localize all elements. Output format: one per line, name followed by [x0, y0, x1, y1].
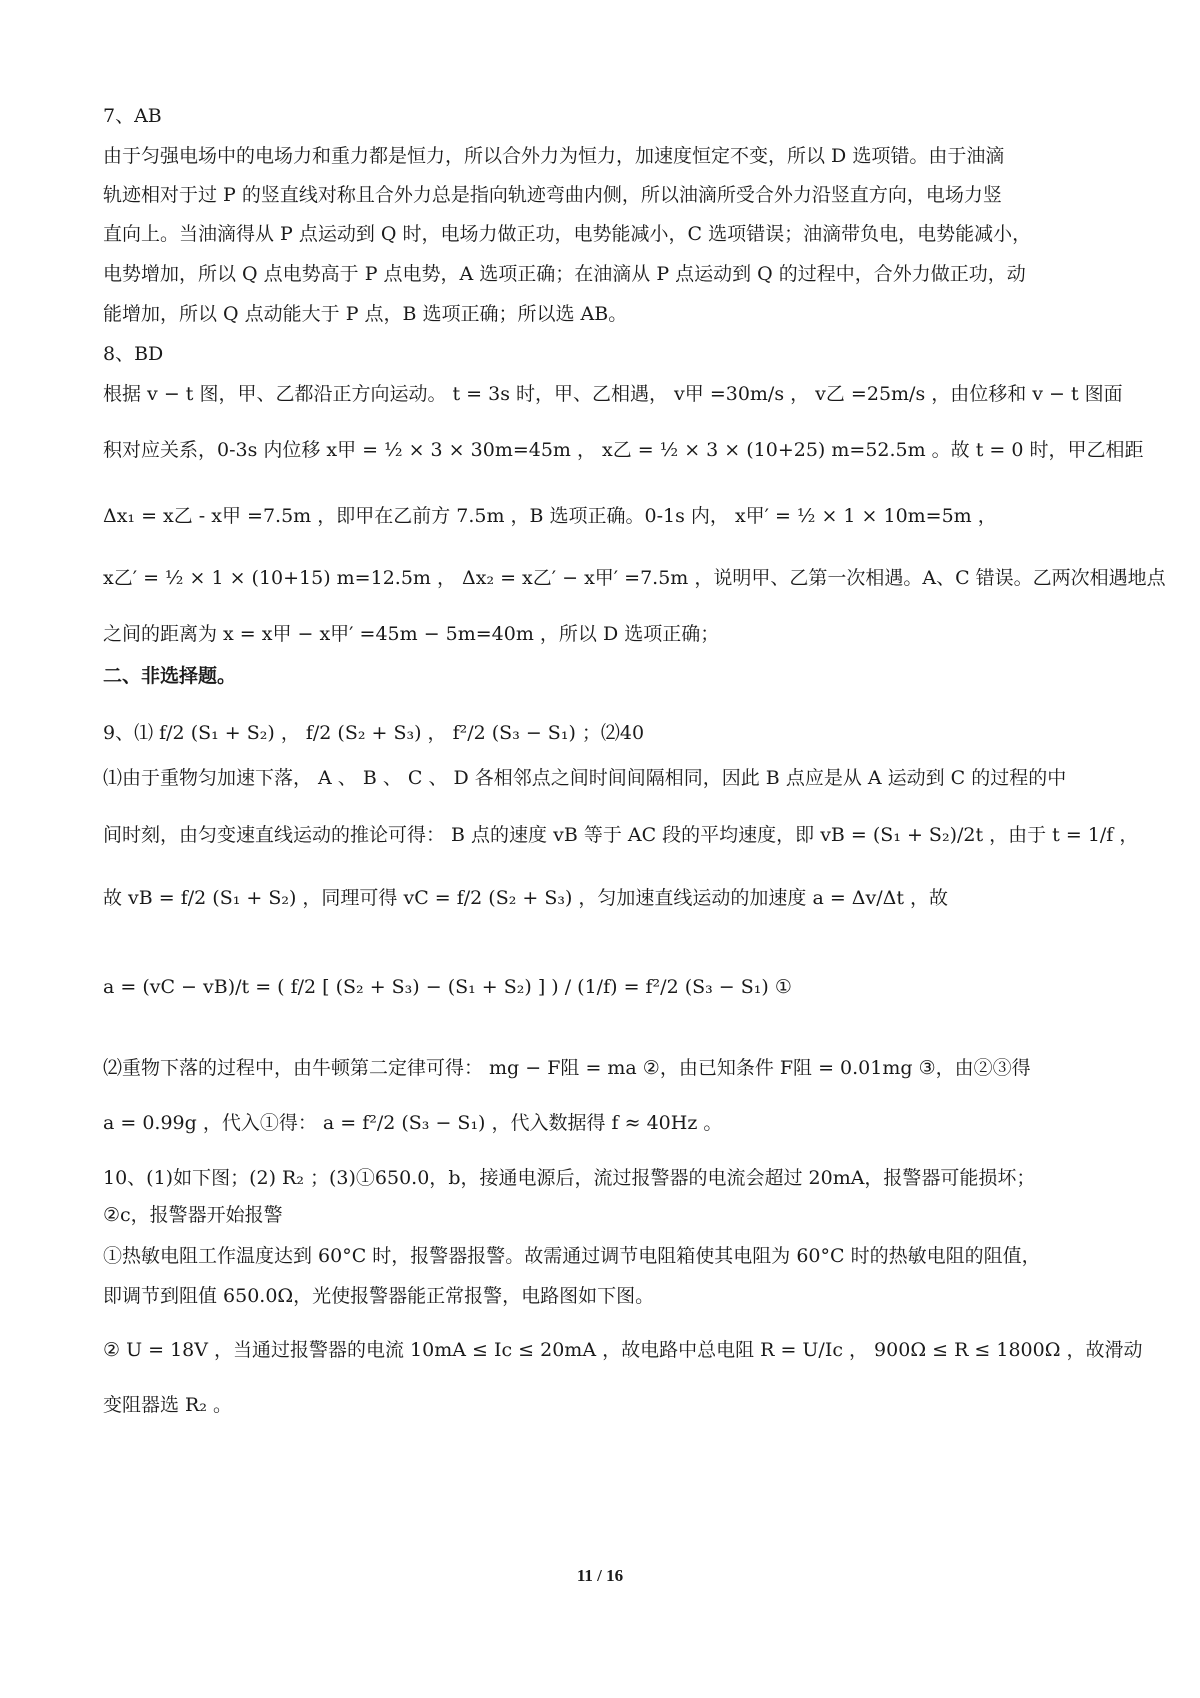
q9-l5: ⑵重物下落的过程中，由牛顿第二定律可得： mg − F阻 = ma ②，由已知条件 F阻 = 0.01mg ③，由②③得 [103, 1057, 1031, 1079]
q7-l4: 电势增加，所以 Q 点电势高于 P 点电势，A 选项正确；在油滴从 P 点运动到 Q 的过程中，合外力做正功，动 [103, 263, 1026, 285]
q8-head: 8、BD [103, 343, 164, 365]
q10-l2: ①热敏电阻工作温度达到 60°C 时，报警器报警。故需通过调节电阻箱使其电阻为 60°C 时的热敏电阻的阻值， [103, 1245, 1041, 1267]
q8-l3: Δx₁ = x乙 - x甲 =7.5m ，即甲在乙前方 7.5m ，B 选项正确。0-1s 内， x甲′ = ½ × 1 × 10m=5m ， [103, 505, 997, 527]
q9-l1: ⑴由于重物匀加速下落， A 、 B 、 C 、 D 各相邻点之间时间间隔相同，因此 B 点应是从 A 运动到 C 的过程的中 [103, 767, 1067, 789]
page-number: 11 / 16 [576, 1566, 624, 1585]
q8-l1: 根据 v − t 图，甲、乙都沿正方向运动。 t = 3s 时，甲、乙相遇， v甲 =30m/s ， v乙 =25m/s ，由位移和 v − t 图面 [103, 383, 1123, 405]
q8-l2: 积对应关系，0-3s 内位移 x甲 = ½ × 3 × 30m=45m ， x乙 = ½ × 3 × (10+25) m=52.5m 。故 t = 0 时，甲乙相距 [103, 439, 1144, 461]
q10-l5: 变阻器选 R₂ 。 [103, 1394, 233, 1416]
q10-l1: ②c，报警器开始报警 [103, 1204, 283, 1226]
q9-l2: 间时刻，由匀变速直线运动的推论可得： B 点的速度 vB 等于 AC 段的平均速度，即 vB = (S₁ + S₂)/2t ，由于 t = 1/f ， [103, 824, 1139, 846]
q10-l4: ② U = 18V ，当通过报警器的电流 10mA ≤ Ic ≤ 20mA ，故电路中总电阻 R = U/Ic ， 900Ω ≤ R ≤ 1800Ω ，故滑动 [103, 1339, 1143, 1361]
q7-head: 7、AB [103, 105, 162, 127]
q9-l4: a = (vC − vB)/t = ( f/2 [ (S₂ + S₃) − (S₁ + S₂) ] ) / (1/f) = f²/2 (S₃ − S₁) ① [103, 976, 792, 998]
q7-l5: 能增加，所以 Q 点动能大于 P 点，B 选项正确；所以选 AB。 [103, 303, 628, 325]
q10-head: 10、(1)如下图；(2) R₂ ；(3)①650.0，b，接通电源后，流过报警器的电流会超过 20mA，报警器可能损坏； [103, 1167, 1036, 1189]
q9-l6: a = 0.99g ，代入①得： a = f²/2 (S₃ − S₁) ，代入数据得 f ≈ 40Hz 。 [103, 1112, 723, 1134]
q9-head: 9、⑴ f/2 (S₁ + S₂) ， f/2 (S₂ + S₃) ， f²/2 (S₃ − S₁) ；⑵40 [103, 722, 645, 744]
q8-l5: 之间的距离为 x = x甲 − x甲′ =45m − 5m=40m ，所以 D 选项正确； [103, 623, 720, 645]
q8-l4: x乙′ = ½ × 1 × (10+15) m=12.5m ， Δx₂ = x乙′ − x甲′ =7.5m ，说明甲、乙第一次相遇。A、C 错误。乙两次相遇地点 [103, 567, 1166, 589]
q7-l1: 由于匀强电场中的电场力和重力都是恒力，所以合外力为恒力，加速度恒定不变，所以 D 选项错。由于油滴 [103, 145, 1005, 167]
q9-l3: 故 vB = f/2 (S₁ + S₂) ，同理可得 vC = f/2 (S₂ + S₃) ，匀加速直线运动的加速度 a = Δv/Δt ，故 [103, 887, 949, 909]
q7-l3: 直向上。当油滴得从 P 点运动到 Q 时，电场力做正功，电势能减小，C 选项错误；油滴带负电，电势能减小， [103, 223, 1032, 245]
sec2-title: 二、非选择题。 [103, 665, 237, 687]
q10-l3: 即调节到阻值 650.0Ω，光使报警器能正常报警，电路图如下图。 [103, 1285, 655, 1307]
q7-l2: 轨迹相对于过 P 的竖直线对称且合外力总是指向轨迹弯曲内侧，所以油滴所受合外力沿竖直方向，电场力竖 [103, 184, 1002, 206]
